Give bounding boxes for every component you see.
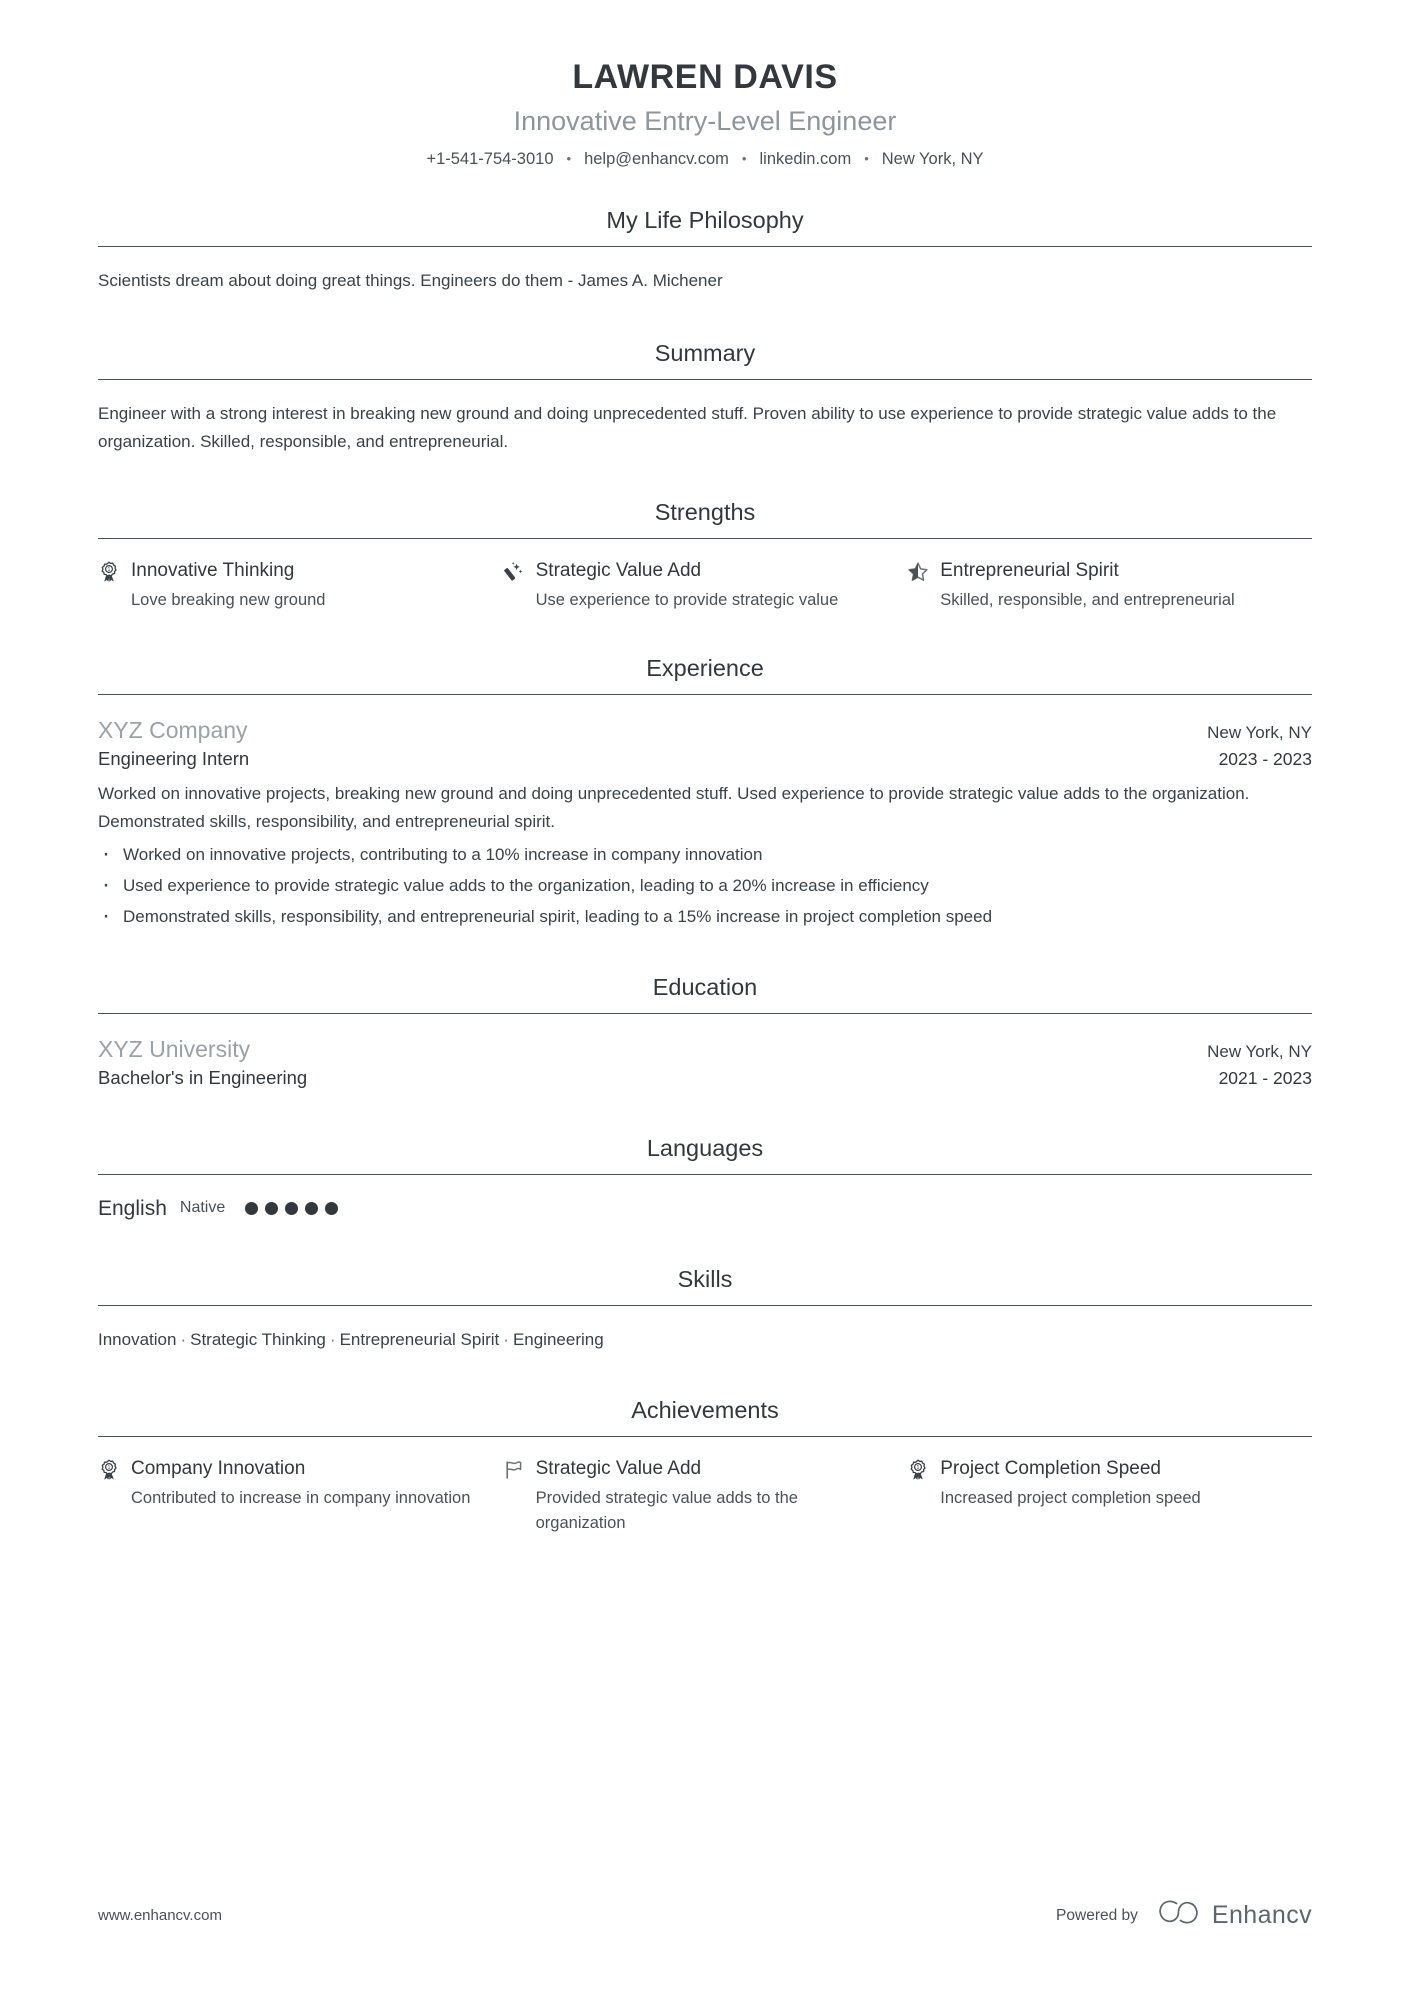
- section-title-philosophy: My Life Philosophy: [606, 207, 804, 234]
- education-degree-row: [98, 1065, 1312, 1092]
- strength-title: Entrepreneurial Spirit: [940, 559, 1119, 581]
- skill-item: Entrepreneurial Spirit: [339, 1329, 500, 1349]
- experience-dates: 2023 - 2023: [1218, 748, 1312, 769]
- experience-bullet: · Used experience to provide strategic value adds to the organization, leading to a 20% increase in efficiency: [98, 872, 1312, 900]
- strengths-grid: [98, 559, 1312, 613]
- contact-line: [98, 148, 1312, 171]
- experience-bullet: · Demonstrated skills, responsibility, and entrepreneurial spirit, leading to a 15% increase in project completion speed: [98, 903, 1312, 931]
- award-ribbon-icon: [907, 1457, 929, 1481]
- experience-role-row: [98, 746, 1312, 773]
- section-title-experience: Experience: [646, 655, 764, 682]
- strength-title: Strategic Value Add: [535, 559, 702, 581]
- achievement-heading: [503, 1457, 878, 1482]
- education-organization: XYZ University: [98, 1035, 251, 1062]
- skills-list: [98, 1326, 1312, 1353]
- strength-description: Skilled, responsible, and entrepreneurial: [940, 591, 1235, 610]
- enhancv-logo-icon: [1154, 1898, 1202, 1933]
- award-ribbon-icon: [98, 1457, 120, 1481]
- experience-bullet: · Worked on innovative projects, contributing to a 10% increase in company innovation: [98, 841, 1312, 869]
- powered-by-label: Powered by: [1056, 1906, 1138, 1924]
- section-divider: [98, 538, 1312, 539]
- achievement-item: [907, 1457, 1312, 1536]
- page-title: LAWREN DAVIS: [572, 58, 838, 96]
- strength-heading: [503, 559, 878, 584]
- proficiency-dot-filled: [325, 1202, 338, 1215]
- page-footer: [98, 1898, 1312, 1933]
- section-divider: [98, 1013, 1312, 1014]
- section-divider: [98, 1174, 1312, 1175]
- section-divider: [98, 1436, 1312, 1437]
- education-location: New York, NY: [1207, 1041, 1312, 1061]
- section-achievements: [98, 1395, 1312, 1536]
- svg-text:1: 1: [916, 1464, 920, 1471]
- svg-text:1: 1: [107, 1464, 111, 1471]
- flag-icon: [503, 1457, 525, 1481]
- philosophy-quote: Scientists dream about doing great things. Engineers do them - James A. Michener: [98, 270, 723, 290]
- experience-organization: XYZ Company: [98, 716, 248, 743]
- contact-linkedin[interactable]: linkedin.com: [759, 150, 852, 169]
- skill-separator: ·: [180, 1329, 187, 1349]
- education-degree: Bachelor's in Engineering: [98, 1066, 308, 1088]
- half-star-icon: [907, 559, 929, 583]
- language-name: English: [98, 1197, 167, 1221]
- award-ribbon-icon: [98, 559, 120, 583]
- resume-header: [98, 56, 1312, 171]
- proficiency-dot-filled: [305, 1202, 318, 1215]
- language-level: Native: [179, 1199, 226, 1217]
- education-entry: [98, 1034, 1312, 1092]
- strength-heading: [907, 559, 1282, 584]
- section-title-achievements: Achievements: [631, 1397, 779, 1424]
- education-dates: 2021 - 2023: [1218, 1067, 1312, 1088]
- svg-text:1: 1: [107, 566, 111, 573]
- contact-separator-icon: •: [566, 151, 572, 167]
- education-org-row: [98, 1034, 1312, 1065]
- section-divider: [98, 379, 1312, 380]
- achievement-title: Strategic Value Add: [535, 1457, 702, 1479]
- job-title: Innovative Entry-Level Engineer: [513, 105, 897, 136]
- section-title-strengths: Strengths: [654, 499, 756, 526]
- skill-item: Engineering: [512, 1329, 604, 1349]
- footer-url[interactable]: www.enhancv.com: [98, 1907, 222, 1924]
- achievement-heading: [907, 1457, 1282, 1482]
- experience-org-row: [98, 715, 1312, 746]
- contact-separator-icon: •: [741, 151, 747, 167]
- contact-location: New York, NY: [881, 150, 984, 169]
- section-divider: [98, 1305, 1312, 1306]
- section-education: [98, 972, 1312, 1091]
- section-philosophy: [98, 205, 1312, 294]
- proficiency-dot-filled: [285, 1202, 298, 1215]
- section-divider: [98, 246, 1312, 247]
- achievement-description: Increased project completion speed: [940, 1489, 1201, 1508]
- section-strengths: [98, 497, 1312, 613]
- achievement-description: Contributed to increase in company innovation: [131, 1489, 471, 1508]
- skill-separator: ·: [503, 1329, 509, 1349]
- experience-description: Worked on innovative projects, breaking new ground and doing unprecedented stuff. Used experience to provide strategic value adds to the organization. Demonstrated skills, responsibility, and entrepreneurial spirit.: [98, 784, 1250, 831]
- section-languages: [98, 1133, 1312, 1222]
- achievement-title: Project Completion Speed: [940, 1457, 1161, 1479]
- strength-item: [98, 559, 503, 613]
- section-title-summary: Summary: [654, 340, 756, 367]
- achievements-grid: [98, 1457, 1312, 1536]
- skill-item: Innovation: [98, 1329, 177, 1349]
- achievement-item: [98, 1457, 503, 1536]
- section-title-skills: Skills: [677, 1266, 733, 1293]
- magic-wand-icon: [503, 559, 525, 583]
- achievement-heading: [98, 1457, 473, 1482]
- strength-description: Use experience to provide strategic value: [535, 591, 839, 610]
- enhancv-brand[interactable]: [1154, 1898, 1312, 1933]
- section-title-languages: Languages: [646, 1135, 764, 1162]
- language-proficiency-dots: [245, 1202, 338, 1215]
- skill-item: Strategic Thinking: [190, 1329, 326, 1349]
- strength-title: Innovative Thinking: [131, 559, 295, 581]
- section-divider: [98, 694, 1312, 695]
- contact-separator-icon: •: [864, 151, 869, 167]
- proficiency-dot-filled: [245, 1202, 258, 1215]
- summary-text: Engineer with a strong interest in breaking new ground and doing unprecedented stuff. Proven ability to use experience to provide strategic value adds to the organization. Skilled, responsible, and entrepreneurial.: [98, 403, 1277, 451]
- experience-entry: [98, 715, 1312, 931]
- enhancv-brand-name: Enhancv: [1211, 1901, 1312, 1929]
- strength-description: Love breaking new ground: [131, 591, 326, 610]
- achievement-item: [503, 1457, 908, 1536]
- strength-item: [503, 559, 908, 613]
- footer-brand-area: [1056, 1898, 1312, 1933]
- section-experience: [98, 653, 1312, 930]
- contact-email[interactable]: help@enhancv.com: [584, 150, 729, 169]
- section-summary: [98, 338, 1312, 455]
- section-skills: [98, 1264, 1312, 1353]
- proficiency-dot-filled: [265, 1202, 278, 1215]
- achievement-description: Provided strategic value adds to the organization: [535, 1489, 798, 1533]
- experience-bullet-list: [98, 841, 1312, 930]
- contact-phone[interactable]: +1-541-754-3010: [426, 150, 554, 169]
- experience-role: Engineering Intern: [98, 747, 250, 769]
- language-item: [98, 1195, 1312, 1222]
- strength-heading: [98, 559, 473, 584]
- achievement-title: Company Innovation: [131, 1457, 306, 1479]
- strength-item: [907, 559, 1312, 613]
- experience-location: New York, NY: [1207, 722, 1312, 742]
- skill-separator: ·: [329, 1329, 336, 1349]
- section-title-education: Education: [652, 974, 758, 1001]
